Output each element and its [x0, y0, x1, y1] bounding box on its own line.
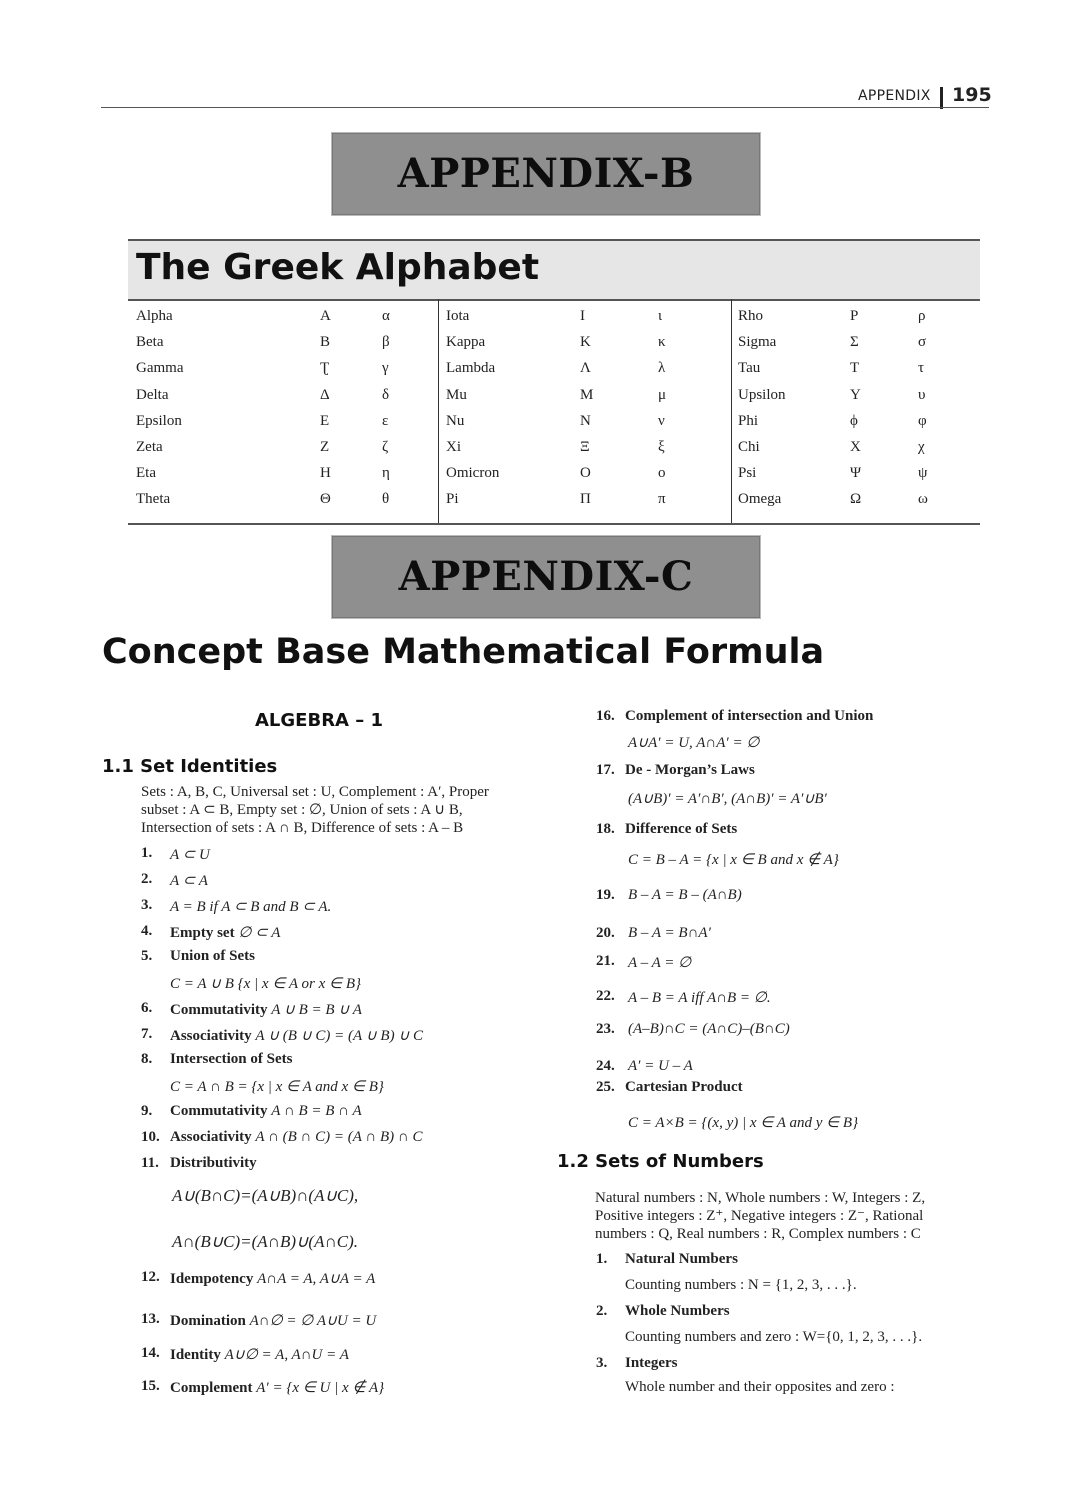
greek-lower: φ: [918, 412, 927, 429]
greek-lower: σ: [918, 334, 927, 351]
item-number: 6.: [141, 1000, 153, 1016]
greek-name: Kappa: [446, 334, 486, 351]
set-identity-item: [170, 1129, 422, 1146]
item-number: 11.: [141, 1155, 159, 1171]
page-number: 195: [952, 84, 992, 106]
item-description: Whole number and their opposites and zero :: [625, 1379, 895, 1395]
item-label: Natural Numbers: [625, 1251, 738, 1267]
header-rule: [101, 107, 989, 108]
item-formula: A ∪ (B ∪ C) = (A ∪ B) ∪ C: [255, 1028, 424, 1044]
greek-name: Omega: [738, 491, 782, 508]
algebra-title: ALGEBRA – 1: [255, 710, 384, 731]
appendix-c-banner: [331, 535, 761, 619]
set-identity-item: [170, 1051, 292, 1068]
greek-upper: Ω: [850, 491, 862, 508]
greek-name: Nu: [446, 412, 465, 429]
appendix-b-banner: [331, 132, 761, 216]
item-label: Commutativity: [170, 1103, 268, 1119]
item-number: 21.: [596, 953, 615, 969]
item-label: Idempotency: [170, 1271, 254, 1287]
item-formula: B – A = B∩A′: [628, 925, 711, 941]
item-label: Complement: [170, 1380, 253, 1396]
item-label: Complement of intersection and Union: [625, 708, 874, 724]
concept-title: Concept Base Mathematical Formula: [102, 632, 825, 672]
set-identity-item: [170, 1077, 384, 1096]
greek-upper: I: [580, 308, 585, 324]
greek-upper: X: [850, 439, 861, 455]
item-label: Associativity: [170, 1028, 252, 1044]
item-label: De - Morgan’s Laws: [625, 762, 755, 778]
greek-name: Gamma: [136, 360, 184, 377]
greek-upper: Z: [320, 439, 330, 455]
item-number: 22.: [596, 988, 615, 1004]
item-formula: A ∩ (B ∩ C) = (A ∩ B) ∩ C: [255, 1129, 423, 1145]
greek-lower: δ: [382, 386, 390, 403]
item-formula: A ⊂ A: [170, 873, 208, 889]
intro-line: Natural numbers : N, Whole numbers : W, Integers : Z,: [595, 1190, 926, 1206]
item-number: 7.: [141, 1026, 153, 1042]
item-number: 24.: [596, 1058, 615, 1074]
item-number: 25.: [596, 1079, 615, 1095]
item-formula: ∅ ⊂ A: [238, 925, 281, 941]
greek-lower: ε: [382, 412, 389, 429]
sets-of-numbers-intro: [595, 1189, 988, 1243]
item-description: Counting numbers and zero : W={0, 1, 2, 3, . . .}.: [625, 1329, 923, 1345]
set-identity-item: [170, 1378, 384, 1397]
item-formula: A∪A′ = U, A∩A′ = ∅: [628, 735, 760, 751]
item-number: 4.: [141, 923, 153, 939]
greek-lower: ω: [918, 491, 928, 508]
greek-upper: E: [320, 412, 330, 429]
item-label: Distributivity: [170, 1155, 257, 1171]
greek-name: Epsilon: [136, 412, 182, 429]
item-number: 19.: [596, 887, 615, 903]
greek-upper: P: [850, 308, 859, 324]
greek-upper: T: [850, 360, 860, 377]
header-divider: [940, 87, 943, 109]
greek-name: Phi: [738, 412, 759, 429]
item-formula: A – B = A iff A∩B = ∅.: [628, 990, 771, 1006]
greek-lower: ζ: [382, 439, 389, 455]
greek-name: Theta: [136, 491, 171, 508]
item-formula: A ∪ B = B ∪ A: [271, 1002, 362, 1018]
greek-lower: ψ: [918, 465, 928, 482]
item-formula: A = B if A ⊂ B and B ⊂ A.: [170, 899, 332, 915]
running-header-section: APPENDIX: [858, 88, 931, 104]
greek-lower: υ: [918, 386, 926, 403]
greek-alphabet-title: The Greek Alphabet: [136, 247, 540, 288]
set-identity-item: [170, 1103, 362, 1120]
item-formula: A ⊂ U: [170, 847, 210, 863]
item-number: 16.: [596, 708, 615, 724]
item-number: 2.: [596, 1303, 608, 1319]
item-number: 5.: [141, 948, 153, 964]
set-identity-item: [170, 923, 280, 942]
item-number: 1.: [596, 1251, 608, 1267]
greek-lower: ν: [658, 412, 665, 429]
greek-upper: Π: [580, 491, 591, 508]
greek-name: Mu: [446, 386, 467, 403]
sets-of-numbers-heading: 1.2 Sets of Numbers: [557, 1151, 764, 1172]
greek-name: Omicron: [446, 465, 500, 482]
greek-lower: π: [658, 491, 666, 508]
greek-lower: η: [382, 465, 390, 482]
greek-upper: B: [320, 334, 331, 351]
greek-lower: ξ: [658, 439, 665, 455]
item-number: 23.: [596, 1021, 615, 1037]
item-formula: C = B – A = {x | x ∈ B and x ∉ A}: [628, 852, 839, 868]
item-label: Domination: [170, 1313, 246, 1329]
distributivity-formula-1: A∪(B∩C)=(A∪B)∩(A∪C),: [172, 1186, 359, 1205]
item-formula: C = A ∪ B {x | x ∈ A or x ∈ B}: [170, 976, 361, 992]
item-formula: A∩∅ = ∅ A∪U = U: [249, 1313, 377, 1329]
greek-upper: M: [580, 386, 594, 403]
item-number: 20.: [596, 925, 615, 941]
greek-lower: γ: [382, 360, 389, 377]
item-number: 17.: [596, 762, 615, 778]
item-number: 18.: [596, 821, 615, 837]
set-identity-item: [170, 1311, 376, 1330]
set-identities-heading: 1.1 Set Identities: [102, 756, 278, 777]
greek-lower: ρ: [918, 308, 926, 324]
greek-name: Pi: [446, 491, 459, 508]
set-identity-item: [170, 1345, 349, 1364]
item-formula: C = A×B = {(x, y) | x ∈ A and y ∈ B}: [628, 1115, 859, 1131]
greek-name: Lambda: [446, 360, 496, 377]
set-identity-item: [170, 1026, 423, 1045]
greek-upper: Y: [850, 386, 861, 403]
item-label: Associativity: [170, 1129, 252, 1145]
greek-lower: χ: [918, 439, 925, 455]
greek-upper: K: [580, 334, 591, 351]
greek-upper: Σ: [850, 334, 859, 351]
item-number: 14.: [141, 1345, 160, 1361]
item-description: Counting numbers : N = {1, 2, 3, . . .}.: [625, 1277, 857, 1293]
item-label: Union of Sets: [170, 948, 256, 964]
set-identity-item: [170, 948, 255, 965]
greek-lower: α: [382, 308, 390, 324]
set-identities-intro: [141, 783, 534, 837]
item-formula: A∪∅ = A, A∩U = A: [224, 1347, 349, 1363]
item-label: Integers: [625, 1355, 678, 1371]
intro-line: numbers : Q, Real numbers : R, Complex numbers : C: [595, 1226, 921, 1242]
item-number: 10.: [141, 1129, 160, 1145]
set-identity-item: [170, 1000, 362, 1019]
greek-lower: θ: [382, 491, 390, 508]
greek-lower: μ: [658, 386, 667, 403]
greek-upper: H: [320, 465, 331, 482]
set-identity-item: [170, 1155, 257, 1172]
item-formula: (A–B)∩C = (A∩C)–(B∩C): [628, 1021, 790, 1037]
item-formula: A – A = ∅: [628, 955, 692, 971]
table-divider: [731, 299, 732, 523]
set-identity-item: [170, 871, 208, 890]
intro-line: Intersection of sets : A ∩ B, Difference of sets : A – B: [141, 820, 464, 836]
item-label: Intersection of Sets: [170, 1051, 293, 1067]
set-identity-item: [170, 1269, 375, 1288]
distributivity-formula-2: A∩(B∪C)=(A∩B)∪(A∩C).: [172, 1232, 359, 1251]
greek-upper: ϕ: [850, 412, 858, 429]
greek-alphabet-table: [128, 299, 980, 525]
greek-name: Eta: [136, 465, 156, 482]
greek-name: Chi: [738, 439, 760, 455]
item-formula: (A∪B)′ = A′∩B′, (A∩B)′ = A′∪B′: [628, 791, 827, 807]
item-label: Commutativity: [170, 1002, 268, 1018]
item-label: Cartesian Product: [625, 1079, 743, 1095]
greek-lower: ο: [658, 465, 666, 482]
greek-upper: Ψ: [850, 465, 862, 482]
set-identity-item: [170, 897, 331, 916]
item-number: 13.: [141, 1311, 160, 1327]
item-formula: A∩A = A, A∪A = A: [257, 1271, 376, 1287]
greek-name: Iota: [446, 308, 470, 324]
greek-name: Beta: [136, 334, 164, 351]
intro-line: subset : A ⊂ B, Empty set : ∅, Union of sets : A ∪ B,: [141, 802, 463, 818]
greek-upper: Θ: [320, 491, 331, 508]
greek-upper: Ʈ: [320, 360, 330, 377]
greek-name: Tau: [738, 360, 761, 377]
item-number: 8.: [141, 1051, 153, 1067]
greek-upper: Λ: [580, 360, 591, 377]
greek-name: Zeta: [136, 439, 163, 455]
greek-upper: N: [580, 412, 591, 429]
greek-name: Rho: [738, 308, 764, 324]
intro-line: Positive integers : Z⁺, Negative integers : Z⁻, Rational: [595, 1208, 924, 1224]
greek-name: Upsilon: [738, 386, 786, 403]
greek-lower: λ: [658, 360, 666, 377]
item-number: 2.: [141, 871, 153, 887]
greek-upper: Ξ: [580, 439, 590, 455]
greek-name: Xi: [446, 439, 461, 455]
greek-name: Delta: [136, 386, 169, 403]
item-formula: A′ = {x ∈ U | x ∉ A}: [256, 1380, 385, 1396]
item-formula: B – A = B – (A∩B): [628, 887, 742, 903]
item-label: Identity: [170, 1347, 221, 1363]
greek-alphabet-header: [128, 239, 980, 301]
item-label: Empty set: [170, 925, 235, 941]
item-number: 15.: [141, 1378, 160, 1394]
item-number: 9.: [141, 1103, 153, 1119]
set-identity-item: [170, 845, 210, 864]
intro-line: Sets : A, B, C, Universal set : U, Complement : A′, Proper: [141, 784, 489, 800]
item-label: Whole Numbers: [625, 1303, 730, 1319]
item-formula: C = A ∩ B = {x | x ∈ A and x ∈ B}: [170, 1079, 384, 1095]
item-number: 3.: [596, 1355, 608, 1371]
greek-lower: ι: [658, 308, 663, 324]
greek-name: Psi: [738, 465, 757, 482]
greek-upper: Δ: [320, 386, 330, 403]
greek-lower: κ: [658, 334, 666, 351]
item-number: 12.: [141, 1269, 160, 1285]
item-formula: A ∩ B = B ∩ A: [271, 1103, 362, 1119]
appendix-c-title: APPENDIX-C: [398, 553, 694, 600]
greek-name: Sigma: [738, 334, 777, 351]
appendix-b-title: APPENDIX-B: [397, 150, 695, 197]
greek-upper: O: [580, 465, 591, 482]
greek-lower: β: [382, 334, 390, 351]
greek-upper: A: [320, 308, 331, 324]
greek-lower: τ: [918, 360, 925, 377]
item-formula: A′ = U – A: [628, 1058, 693, 1074]
item-label: Difference of Sets: [625, 821, 738, 837]
item-number: 3.: [141, 897, 153, 913]
item-number: 1.: [141, 845, 153, 861]
set-identity-item: [170, 974, 361, 993]
greek-name: Alpha: [136, 308, 173, 324]
table-divider: [438, 299, 439, 523]
